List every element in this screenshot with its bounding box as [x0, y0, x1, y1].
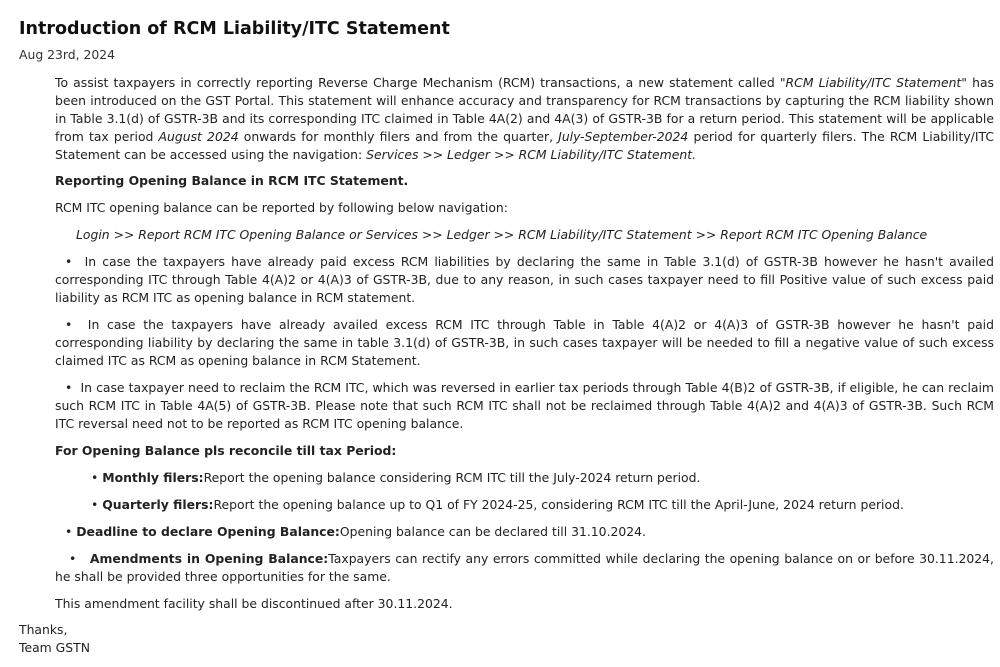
- bullet-icon: •: [65, 380, 73, 395]
- thanks-text: Thanks,: [19, 622, 68, 637]
- bullet-icon: •: [69, 551, 77, 566]
- bullet-icon: •: [91, 497, 99, 512]
- bullet-icon: •: [65, 524, 73, 539]
- list-item: [55, 253, 994, 307]
- deadline-label: Deadline to declare Opening Balance:: [76, 524, 340, 539]
- statement-navigation: Services >> Ledger >> RCM Liability/ITC Statement.: [366, 147, 697, 162]
- list-item: [55, 550, 994, 586]
- intro-text-4: period for quarterly filers. The RCM Liability/ITC Statement can be accessed using the navigation:: [55, 129, 995, 162]
- monthly-filers-text: Report the opening balance considering RCM ITC till the July-2024 return period.: [203, 470, 701, 485]
- quarterly-filers-label: Quarterly filers:: [102, 497, 214, 512]
- list-item: [55, 469, 994, 487]
- deadline-text: Opening balance can be declared till 31.10.2024.: [339, 524, 646, 539]
- intro-text-2: has been introduced on the GST Portal. This statement will enhance accuracy and transparency for RCM transactions by capturing the RCM liability shown in Table 3.1(d) of GSTR-3B and its corresponding ITC claimed in Table 4A(2) and 4A(3) of GSTR-3B for a return period. This statement will be applicable from tax period: [55, 75, 995, 144]
- list-item: [55, 316, 994, 370]
- reconcile-heading: For Opening Balance pls reconcile till tax Period:: [55, 443, 397, 458]
- bullet-icon: •: [65, 317, 73, 332]
- amendments-text: Taxpayers can rectify any errors committed while declaring the opening balance on or before 30.11.2024, he shall be provided three opportunities for the same.: [55, 551, 994, 584]
- monthly-period: August 2024: [158, 129, 239, 144]
- intro-text-3: onwards for monthly filers and from the quarter,: [238, 129, 559, 144]
- discontinued-note: This amendment facility shall be discontinued after 30.11.2024.: [55, 596, 453, 611]
- quarterly-period: July-September-2024: [558, 129, 689, 144]
- list-item: [55, 496, 994, 514]
- opening-balance-intro: RCM ITC opening balance can be reported by following below navigation:: [55, 200, 508, 215]
- bullet-icon: •: [65, 254, 73, 269]
- opening-balance-heading: Reporting Opening Balance in RCM ITC Statement.: [55, 173, 409, 188]
- bullet-text: In case the taxpayers have already availed excess RCM ITC through Table in Table 4(A)2 or 4(A)3 of GSTR-3B however he hasn't paid corresponding liability by declaring the same in table 3.1(d) of GSTR-3B, in such cases taxpayer will be needed to fill a negative value of such excess claimed ITC as RCM as opening balance in RCM Statement.: [55, 317, 994, 368]
- opening-balance-navigation: Login >> Report RCM ITC Opening Balance or Services >> Ledger >> RCM Liability/ITC Statement >> Report RCM ITC Opening Balance: [76, 227, 928, 242]
- bullet-text: In case taxpayer need to reclaim the RCM ITC, which was reversed in earlier tax periods through Table 4(B)2 of GSTR-3B, if eligible, he can reclaim such RCM ITC in Table 4A(5) of GSTR-3B. Please note that such RCM ITC shall not be reclaimed through Table 4(A)2 and 4(A)3 of GSTR-3B. Such RCM ITC reversal need not to be reported as RCM ITC opening balance.: [55, 380, 994, 431]
- bullet-text: In case the taxpayers have already paid excess RCM liabilities by declaring the same in Table 3.1(d) of GSTR-3B however he hasn't availed corresponding ITC through Table 4(A)2 or 4(A)3 of GSTR-3B, due to any reason, in such cases taxpayer need to fill Positive value of such excess paid liability as RCM ITC as opening balance in RCM statement.: [55, 254, 994, 305]
- list-item: [55, 523, 994, 541]
- intro-paragraph: [55, 74, 994, 164]
- signature-block: [19, 621, 980, 657]
- list-item: [55, 379, 994, 433]
- page-title: Introduction of RCM Liability/ITC Statement: [19, 19, 450, 39]
- intro-text-1: To assist taxpayers in correctly reporting Reverse Charge Mechanism (RCM) transactions, a new statement called: [55, 75, 780, 90]
- bullet-icon: •: [91, 470, 99, 485]
- statement-name: "RCM Liability/ITC Statement": [779, 75, 967, 90]
- article-body: [55, 74, 994, 613]
- quarterly-filers-text: Report the opening balance up to Q1 of FY 2024-25, considering RCM ITC till the April-June, 2024 return period.: [213, 497, 904, 512]
- amendments-label: Amendments in Opening Balance:: [89, 551, 329, 566]
- monthly-filers-label: Monthly filers:: [102, 470, 204, 485]
- team-name: Team GSTN: [19, 640, 90, 655]
- publish-date: Aug 23rd, 2024: [19, 47, 116, 62]
